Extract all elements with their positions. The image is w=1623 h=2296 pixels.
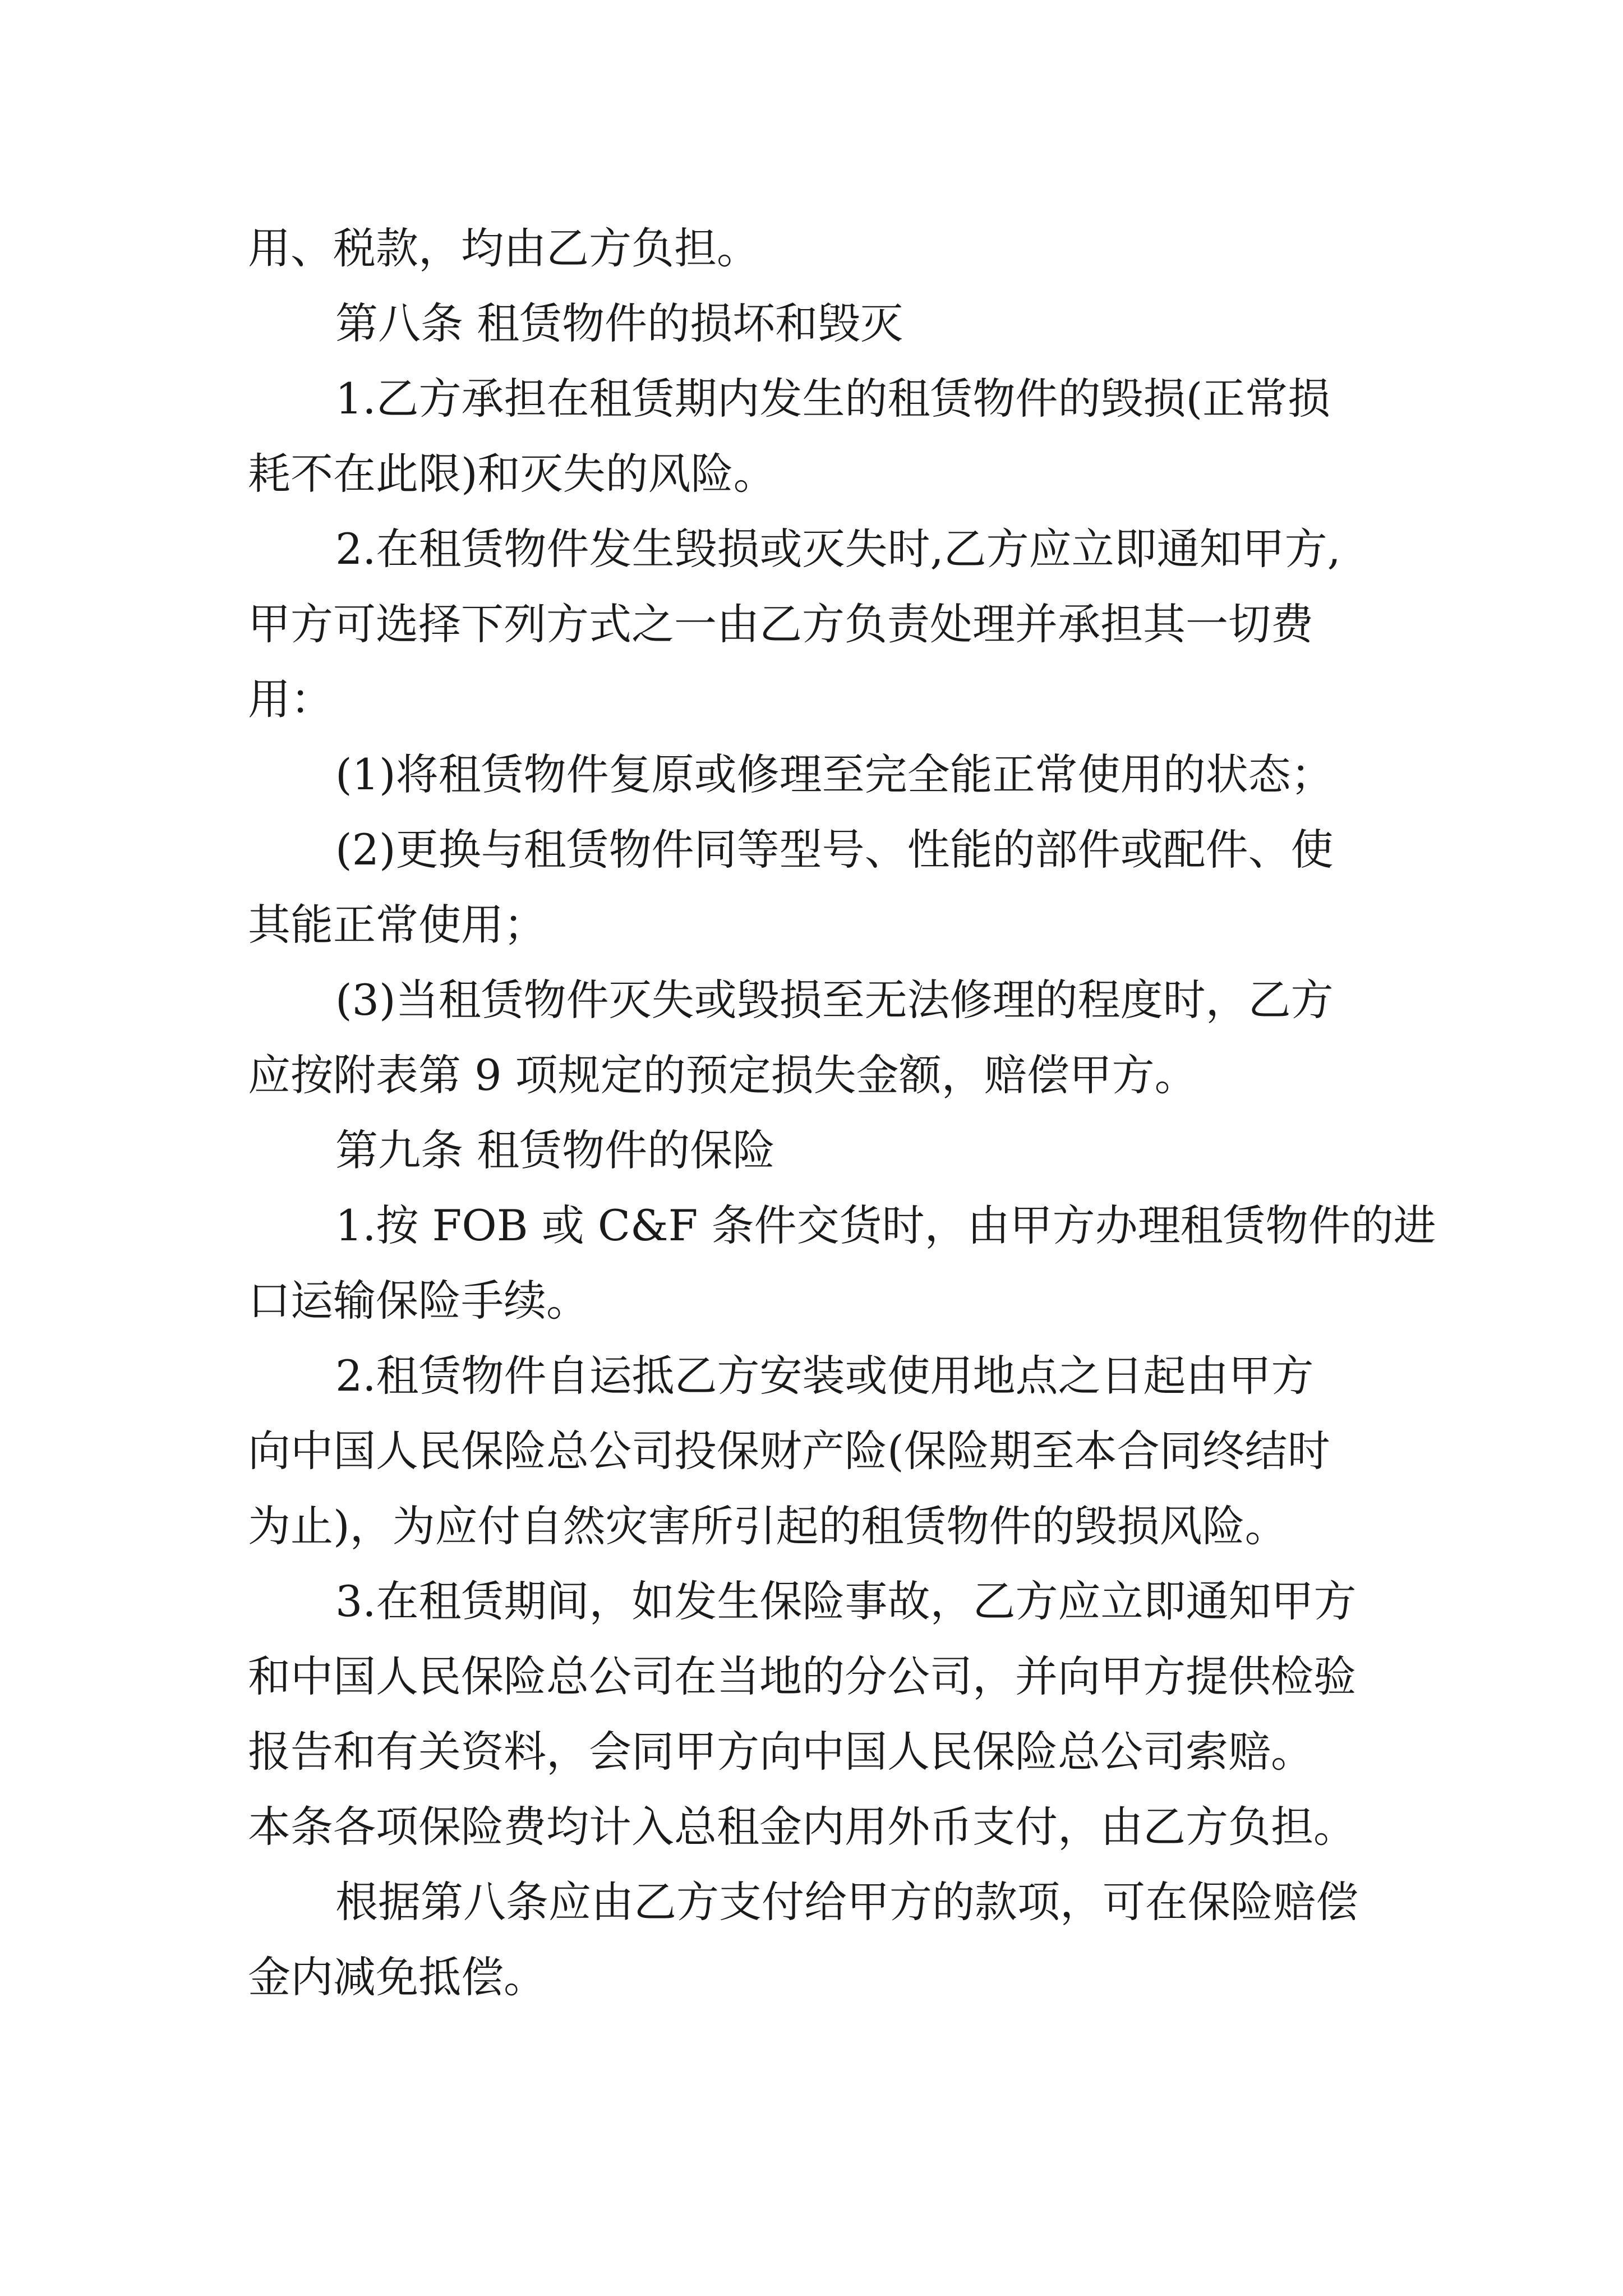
text-line: 根据第八条应由乙方支付给甲方的款项，可在保险赔偿	[335, 1877, 1358, 1927]
text-line: 用、税款，均由乙方负担。	[248, 223, 759, 273]
list-item: (2)更换与租赁物件同等型号、性能的部件或配件、使	[335, 825, 1334, 875]
text-line: 金内减免抵偿。	[248, 1952, 546, 2002]
text-line: 用：	[248, 674, 333, 724]
text-line: 1.乙方承担在租赁期内发生的租赁物件的毁损(正常损	[335, 374, 1331, 424]
text-line: 应按附表第 9 项规定的预定损失金额，赔偿甲方。	[248, 1050, 1197, 1100]
article-heading: 第八条 租赁物件的损坏和毁灭	[335, 298, 903, 348]
text-line: 其能正常使用；	[248, 900, 546, 950]
text-line: 耗不在此限)和灭失的风险。	[248, 449, 776, 499]
text-line: 向中国人民保险总公司投保财产险(保险期至本合同终结时	[248, 1426, 1330, 1476]
text-line: 本条各项保险费均计入总租金内用外币支付，由乙方负担。	[248, 1802, 1356, 1852]
text-line: 3.在租赁期间，如发生保险事故，乙方应立即通知甲方	[335, 1576, 1357, 1626]
list-item: (3)当租赁物件灭失或毁损至无法修理的程度时，乙方	[335, 975, 1334, 1025]
text-line: 和中国人民保险总公司在当地的分公司，并向甲方提供检验	[248, 1651, 1356, 1701]
article-heading: 第九条 租赁物件的保险	[335, 1125, 776, 1175]
text-line: 2.租赁物件自运抵乙方安装或使用地点之日起由甲方	[335, 1351, 1314, 1401]
list-item: (1)将租赁物件复原或修理至完全能正常使用的状态；	[335, 749, 1334, 799]
text-line: 甲方可选择下列方式之一由乙方负责处理并承担其一切费	[248, 599, 1313, 649]
text-line: 口运输保险手续。	[248, 1276, 589, 1326]
text-line: 报告和有关资料，会同甲方向中国人民保险总公司索赔。	[248, 1727, 1313, 1777]
text-line: 2.在租赁物件发生毁损或灭失时,乙方应立即通知甲方,	[335, 524, 1341, 574]
text-line: 1.按 FOB 或 C&F 条件交货时，由甲方办理租赁物件的进	[335, 1200, 1436, 1250]
text-line: 为止)，为应付自然灾害所引起的租赁物件的毁损风险。	[248, 1501, 1288, 1551]
